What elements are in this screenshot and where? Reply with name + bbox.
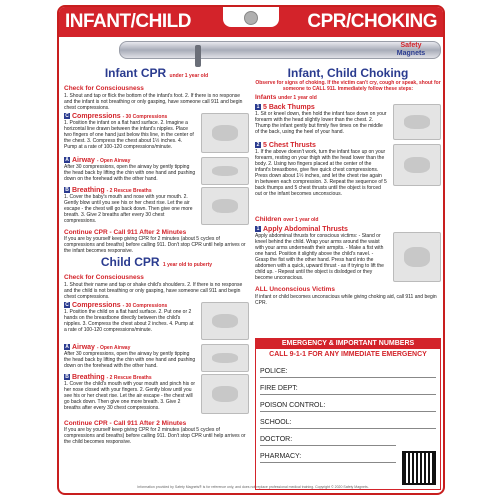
left-title: INFANT/CHILD (65, 11, 191, 32)
step-badge: B (65, 187, 69, 193)
step-badge: B (65, 374, 69, 380)
footer-disclaimer: Information provided by Safety Magnets® is for reference only, and does not replace professional medical training. Copyright © 2020 Safety Magnets. (137, 485, 369, 489)
child-airway-illustration (201, 344, 249, 372)
step-badge: C (65, 302, 69, 308)
unconscious-body: If infant or child becomes unconscious while giving choking aid, call 911 and begin CPR. (255, 294, 437, 306)
step-subtitle: - 30 Compressions (122, 113, 168, 120)
step-subtitle: - 2 Rescue Breaths (106, 187, 152, 194)
field-label: FIRE DEPT: (260, 385, 298, 392)
infant-airway-step (64, 157, 249, 185)
doctor-field[interactable] (260, 429, 396, 446)
step-title: Compressions (72, 301, 121, 309)
infant-continue-body: If you are by yourself keep giving CPR for 2 minutes (about 5 cycles of compressions and breaths) before calling 911. Don't stop CPR until help arrives or the infant becomes responsive. (64, 236, 246, 254)
child-check-title: Check for Consciousness (64, 274, 144, 281)
qr-code[interactable] (402, 451, 436, 485)
chest-thrusts-illustration (393, 144, 441, 186)
school-field[interactable] (260, 412, 436, 429)
chest-thrusts-step (255, 142, 441, 214)
step-badge: C (65, 113, 69, 119)
infant-breathing-illustration (201, 187, 249, 225)
logo-line-2: Magnets (396, 50, 426, 57)
cpr-reference-card (57, 5, 445, 495)
choking-column (255, 67, 441, 306)
step-body: 1. Sit or kneel down, then hold the infant face down on your forearm with the head slightly lower than the chest. 2. Thump the infant gently but firmly five times on the middle of the back, using the heel of your hand. (255, 110, 387, 135)
step-badge: A (65, 157, 69, 163)
step-title: Breathing (72, 373, 105, 381)
child-cpr-heading: Child CPR 1 year old to puberty (100, 255, 213, 269)
infant-check-body: 1. Shout and tap or flick the bottom of the infant's foot. 2. If there is no response and the infant is not breathing or only gasping, have someone call 911 and begin chest compressions. (64, 93, 243, 111)
back-thumps-illustration (393, 104, 441, 140)
infant-continue-title: Continue CPR - Call 911 After 2 Minutes (64, 229, 187, 236)
field-label: SCHOOL: (260, 419, 292, 426)
step-body: 1. Position the infant on a flat hard surface. 2. Imagine a horizontal line drawn between the infant's nipples. Place two fingers of one hand just below this line, in the center of the chest. 3. Compress the chest about 1½ inches. 4. Pump at a rate of 100-120 compressions/minute. (64, 119, 194, 150)
brand-logo (389, 42, 433, 58)
logo-line-1: Safety (400, 42, 422, 49)
emergency-header: EMERGENCY & IMPORTANT NUMBERS (256, 339, 440, 349)
pen-clip (195, 45, 201, 67)
step-badge: A (65, 344, 69, 350)
step-title: Airway (72, 343, 95, 351)
choking-note: Observe for signs of choking. If the victim can't cry, cough or speak, shout for someone to CALL 911. Immediately follow these steps: (255, 80, 441, 92)
step-title: Compressions (72, 112, 121, 120)
children-heading: Children over 1 year old (255, 216, 319, 223)
child-continue-title: Continue CPR - Call 911 After 2 Minutes (64, 420, 187, 427)
infant-breathing-step (64, 187, 249, 227)
field-label: PHARMACY: (260, 453, 302, 460)
child-compressions-illustration (201, 302, 249, 340)
step-body: After 30 compressions, open the airway by gently tipping the head back by lifting the chin with one hand and pushing down on the forehead with the other hand. (64, 350, 196, 369)
field-label: POLICE: (260, 368, 288, 375)
infant-check-title: Check for Consciousness (64, 85, 144, 92)
cpr-column (64, 67, 249, 445)
field-label: DOCTOR: (260, 436, 293, 443)
poison-control-field[interactable] (260, 395, 436, 412)
step-body: After 30 compressions, open the airway by gently tipping the head back by lifting the chin with one hand and pushing down on the forehead with the other hand. (64, 163, 196, 182)
step-subtitle: - Open Airway (96, 157, 131, 164)
infant-compressions-illustration (201, 113, 249, 153)
call-911-line: CALL 9-1-1 FOR ANY IMMEDIATE EMERGENCY (269, 351, 427, 358)
step-body: 1. Cover the child's mouth with your mouth and pinch his or her nose closed with your fingers. 2. Gently blow until you see his or her chest rise. Let the air escape - the chest will go back down. Then give one more breath. 3. Give 2 breaths after every 30 chest compressions. (64, 380, 196, 411)
infant-compressions-step (64, 113, 249, 155)
child-breathing-illustration (201, 374, 249, 414)
step-title: Breathing (72, 186, 105, 194)
infant-cpr-heading: Infant CPR under 1 year old (104, 66, 209, 80)
right-title: CPR/CHOKING (307, 11, 437, 32)
abdominal-thrusts-step (255, 226, 441, 284)
police-field[interactable] (260, 361, 436, 378)
step-title: Apply Abdominal Thrusts (263, 225, 348, 233)
child-check-body: 1. Shout their name and tap or shake child's shoulders. 2. If there is no response and the child is not breathing or only gasping, have someone call 911 and begin chest compressions. (64, 282, 243, 300)
step-title: Airway (72, 156, 95, 164)
step-badge: 1 (256, 104, 260, 110)
step-badge: 2 (256, 142, 260, 148)
step-badge: 1 (256, 226, 260, 232)
step-body: 1. If the above doesn't work, turn the infant face up on your forearm, resting on your thigh with the head lower than the body. 2. Using two fingers placed at the center of the infant's breastbone, give five quick chest compressions. Press down about 1½ inches, and let the chest rise again in between each compression. 3. Repeat the sequence of 5 back thumps and 5 chest thrusts until the object is forced out or the infant becomes unconscious. (255, 148, 387, 197)
emergency-numbers-box (255, 338, 441, 490)
abdominal-thrusts-illustration (393, 232, 441, 282)
choking-heading: Infant, Child Choking (287, 66, 409, 80)
child-airway-step (64, 344, 249, 372)
infants-heading: Infants under 1 year old (255, 94, 317, 101)
hanger-hole (244, 11, 258, 25)
step-body: 1. Position the child on a flat hard surface. 2. Put one or 2 hands on the breastbone directly between the child's nipples. 3. Compress the chest about 2 inches. 4. Pump at a rate of 100-120 compressions/minute. (64, 308, 194, 333)
infant-airway-illustration (201, 157, 249, 185)
step-body: 1. Cover the baby's mouth and nose with your mouth. 2. Gently blow until you see his or her chest rise. Let the air escape - the chest will go back down. Then give one more breath. 3. Give 2 breaths after every 30 chest compressions. (64, 193, 193, 224)
child-compressions-step (64, 302, 249, 342)
child-continue-body: If you are by yourself keep giving CPR for 2 minutes (about 5 cycles of compressions and breaths) before calling 911. Don't stop CPR until help arrives or the child becomes responsive. (64, 427, 246, 445)
child-breathing-step (64, 374, 249, 418)
unconscious-heading: ALL Unconscious Victims (255, 286, 335, 293)
pharmacy-field[interactable] (260, 446, 396, 463)
field-label: POISON CONTROL: (260, 402, 326, 409)
step-subtitle: - Open Airway (96, 344, 131, 351)
step-subtitle: - 2 Rescue Breaths (106, 374, 152, 381)
step-subtitle: - 30 Compressions (122, 302, 168, 309)
step-body: Apply abdominal thrusts for conscious victims: - Stand or kneel behind the child. Wrap your arms around the waist with your arms underneath their armpits. - Make a fist with one hand. Position it slightly above the child's navel. - Grasp the fist with the other hand. Press hard into the abdomen with a quick, upward thrust - as if trying to lift the child up. - Repeat until the object is dislodged or they become unconscious. (255, 232, 384, 281)
back-thumps-step (255, 104, 441, 140)
step-title: 5 Chest Thrusts (263, 141, 316, 149)
step-title: 5 Back Thumps (263, 103, 315, 111)
fire-dept-field[interactable] (260, 378, 436, 395)
